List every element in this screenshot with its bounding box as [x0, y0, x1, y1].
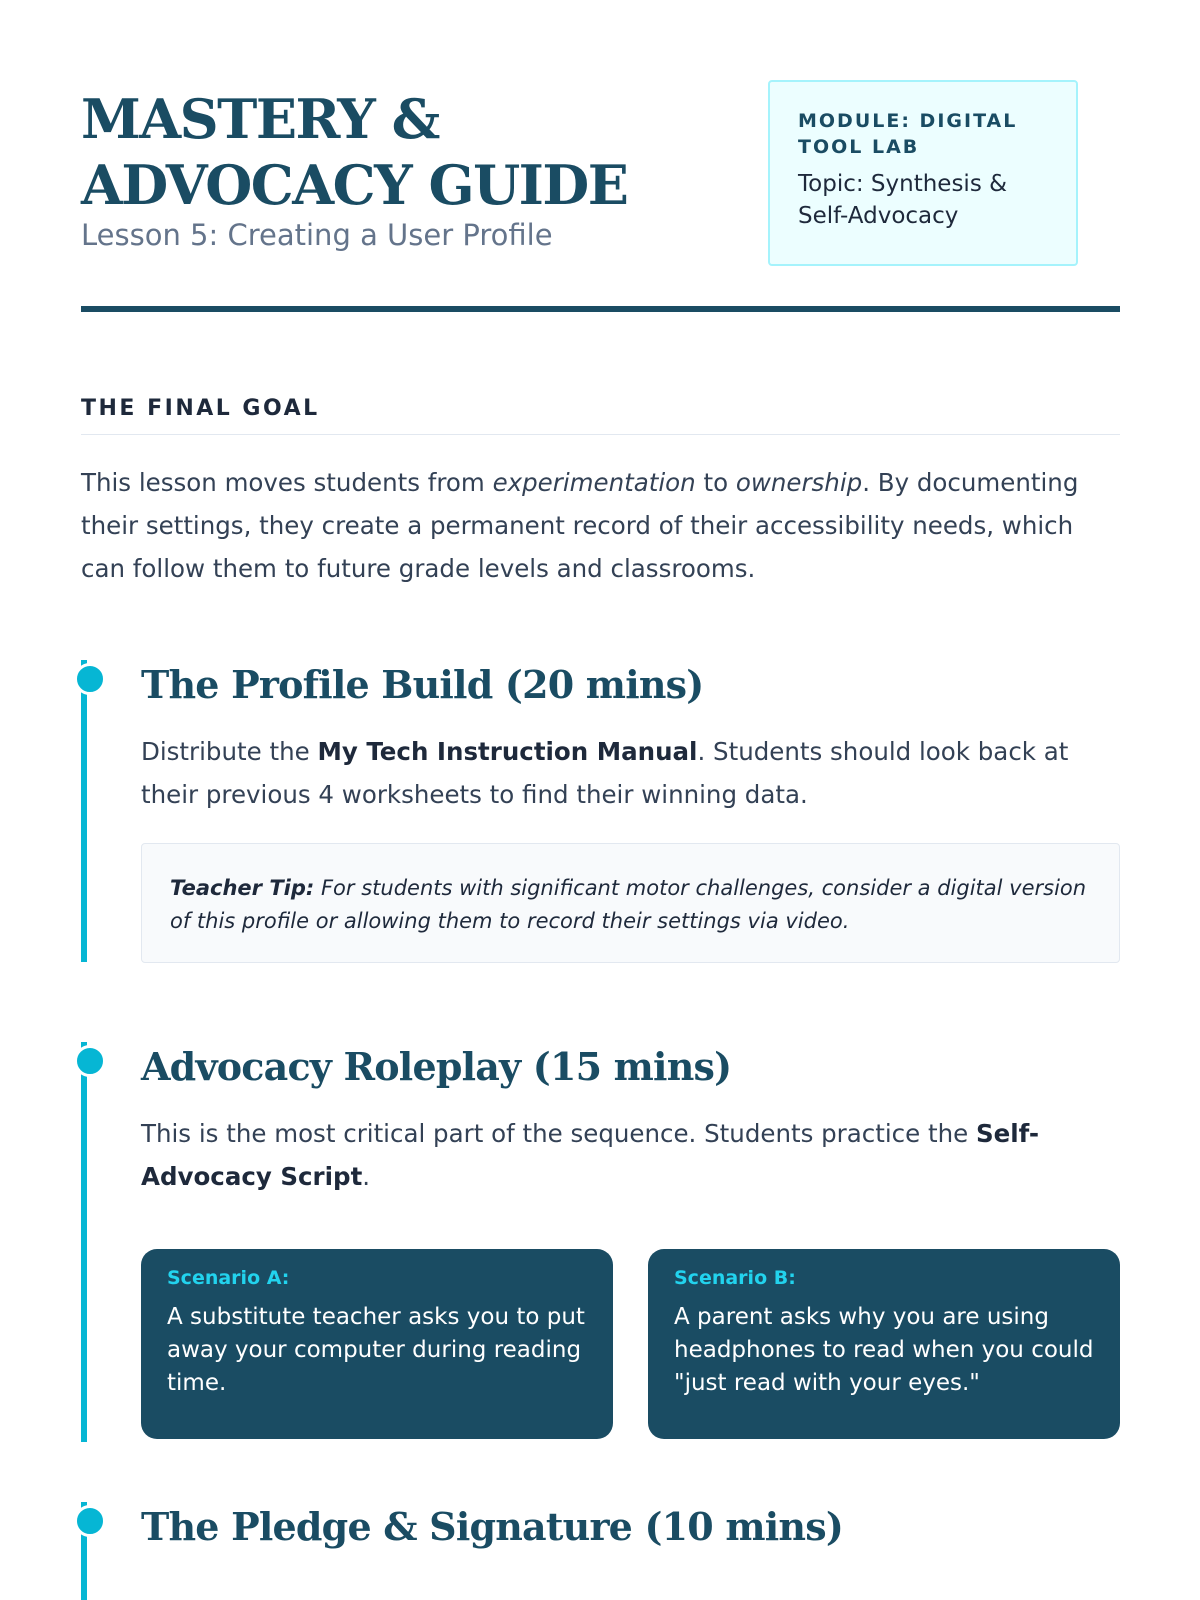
- step-description: This is the most critical part of the sequence. Students practice the Self-Advocacy Script.: [141, 1119, 1040, 1191]
- section-divider: [81, 434, 1120, 435]
- step-title: The Pledge & Signature (10 mins): [141, 1504, 844, 1549]
- scenario-label: Scenario B:: [674, 1267, 796, 1289]
- step-title: Advocacy Roleplay (15 mins): [141, 1044, 732, 1089]
- lesson-subtitle: Lesson 5: Creating a User Profile: [81, 218, 553, 252]
- timeline-line: [81, 660, 87, 962]
- scenario-text: A substitute teacher asks you to put away your computer during reading time.: [167, 1304, 585, 1396]
- scenario-card-b: [648, 1249, 1120, 1439]
- timeline-line: [81, 1042, 87, 1442]
- scenario-label: Scenario A:: [167, 1267, 290, 1289]
- emphasis-ownership: ownership: [735, 468, 863, 497]
- worksheet-name: My Tech Instruction Manual: [317, 737, 698, 766]
- final-goal-text: This lesson moves students from experimentation to ownership. By documenting their settings, they create a permanent record of their accessibility needs, which can follow them to future grade levels and classrooms.: [81, 468, 1079, 583]
- timeline-step-pledge: [81, 1502, 1120, 1600]
- timeline-step-advocacy-roleplay: [81, 1042, 1120, 1442]
- module-label: MODULE: DIGITAL TOOL LAB: [798, 110, 1018, 158]
- timeline-step-profile-build: [81, 660, 1120, 980]
- module-info-box: [768, 80, 1078, 266]
- page-title: MASTERY & ADVOCACY GUIDE: [81, 87, 628, 217]
- step-title: The Profile Build (20 mins): [141, 662, 704, 707]
- script-name: Self-Advocacy Script: [141, 1119, 1040, 1191]
- step-description: Distribute the My Tech Instruction Manual. Students should look back at their previous 4 worksheets to find their winning data.: [141, 737, 1069, 809]
- scenario-card-a: [141, 1249, 613, 1439]
- header-divider: [81, 306, 1120, 312]
- page-header: [81, 80, 1120, 310]
- final-goal-heading: THE FINAL GOAL: [81, 396, 320, 421]
- module-topic: Topic: Synthesis & Self-Advocacy: [798, 171, 1008, 229]
- teacher-tip-text: For students with significant motor challenges, consider a digital version of this profile or allowing them to record their settings via video.: [170, 876, 1087, 933]
- timeline-dot-icon: [74, 1505, 106, 1537]
- timeline-dot-icon: [74, 1045, 106, 1077]
- teacher-tip-box: [141, 843, 1120, 963]
- timeline-dot-icon: [74, 663, 106, 695]
- emphasis-experimentation: experimentation: [492, 468, 696, 497]
- teacher-tip-label: Teacher Tip:: [170, 876, 315, 900]
- scenario-text: A parent asks why you are using headphones to read when you could "just read with your eyes.": [674, 1304, 1094, 1396]
